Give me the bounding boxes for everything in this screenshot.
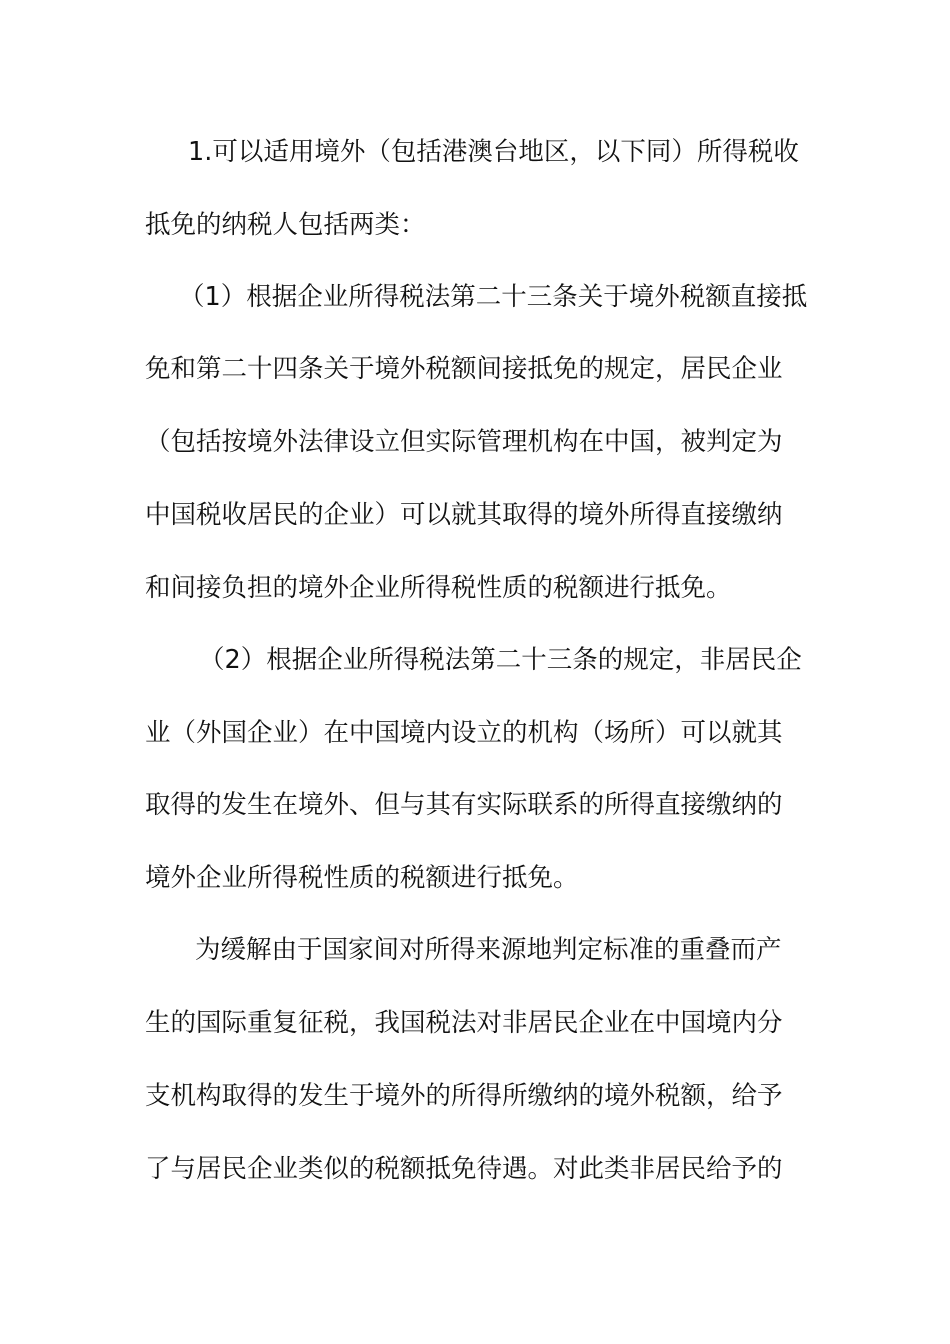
text-line: 支机构取得的发生于境外的所得所缴纳的境外税额，给予 — [145, 1081, 783, 1111]
text-line: 中国税收居民的企业）可以就其取得的境外所得直接缴纳 — [145, 500, 783, 530]
text-line: 境外企业所得税性质的税额进行抵免。 — [145, 863, 579, 893]
text-line: 免和第二十四条关于境外税额间接抵免的规定，居民企业 — [145, 354, 783, 384]
text-line: （1）根据企业所得税法第二十三条关于境外税额直接抵 — [179, 282, 808, 312]
text-line: 取得的发生在境外、但与其有实际联系的所得直接缴纳的 — [145, 790, 783, 820]
text-line: 了与居民企业类似的税额抵免待遇。对此类非居民给予的 — [145, 1154, 783, 1184]
text-line: 和间接负担的境外企业所得税性质的税额进行抵免。 — [145, 573, 732, 603]
text-line: 为缓解由于国家间对所得来源地判定标准的重叠而产 — [195, 935, 782, 965]
text-line: 生的国际重复征税，我国税法对非居民企业在中国境内分 — [145, 1008, 783, 1038]
text-line: 业（外国企业）在中国境内设立的机构（场所）可以就其 — [145, 718, 783, 748]
text-line: （包括按境外法律设立但实际管理机构在中国，被判定为 — [145, 427, 783, 457]
text-line: 1.可以适用境外（包括港澳台地区，以下同）所得税收 — [188, 137, 799, 167]
text-line: （2）根据企业所得税法第二十三条的规定，非居民企 — [199, 645, 802, 675]
text-line: 抵免的纳税人包括两类： — [145, 210, 426, 240]
